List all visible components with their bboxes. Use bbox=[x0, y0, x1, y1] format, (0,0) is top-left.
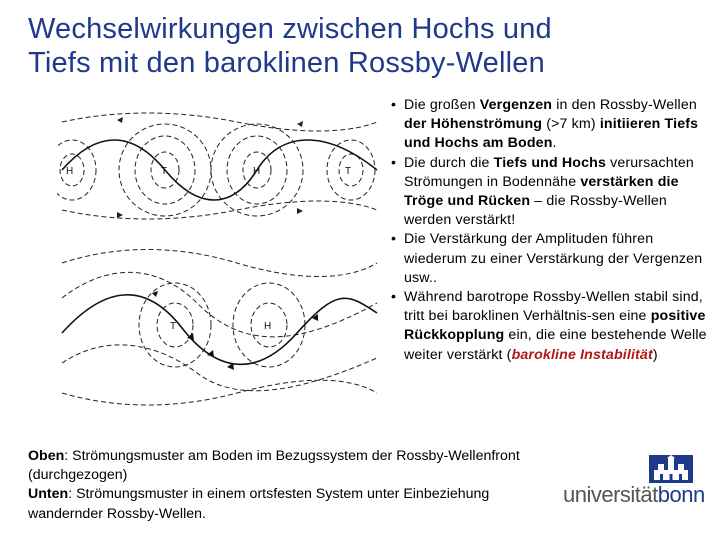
bullet-text: ) bbox=[652, 346, 658, 363]
bullet-text: barokline Instabilität bbox=[511, 346, 653, 363]
bullet-text: Die Verstärkung der Amplituden führen wiederum zu einer Verstärkung der Vergenzen usw.. bbox=[404, 231, 703, 286]
bullet-text: Vergenzen bbox=[479, 97, 553, 113]
bullet-text: in den Rossby-Wellen bbox=[552, 97, 697, 113]
bullet-list bbox=[389, 96, 715, 365]
bullet-item bbox=[389, 96, 715, 154]
bullet-text: verursachten Strömungen in Bodennähe bbox=[404, 154, 694, 190]
bullet-text: der Höhenströmung bbox=[404, 116, 543, 133]
bullet-text: Während barotrope Rossby-Wellen stabil sind, tritt bei baroklinen Verhältnis-sen eine bbox=[404, 289, 703, 325]
label-h-2: H bbox=[253, 166, 261, 177]
bullet-item bbox=[389, 154, 715, 231]
surface-flow-figure bbox=[57, 100, 380, 232]
bullet-text: – die Rossby-Wellen werden verstärkt! bbox=[404, 193, 667, 229]
bullet-text: initiieren Tiefs und Hochs am Boden bbox=[404, 116, 699, 152]
slide-title bbox=[28, 12, 688, 80]
bullet-text: ein, die eine bestehende Welle weiter verstärkt ( bbox=[404, 327, 707, 363]
bullet-text: Die großen bbox=[404, 97, 480, 113]
figure-caption bbox=[28, 447, 568, 524]
label-h-1: H bbox=[66, 166, 74, 177]
university-logo bbox=[563, 452, 705, 514]
caption-text-top: : Strömungsmuster am Boden im Bezugssystem der Rossby-Wellenfront (durchgezogen) bbox=[28, 448, 520, 484]
bullet-text: (>7 km) bbox=[542, 116, 600, 133]
caption-label-top: Oben bbox=[28, 448, 65, 464]
fixed-system-flow-figure bbox=[57, 243, 380, 411]
logo-text-universitaet: universität bbox=[563, 482, 658, 507]
label-t-2: T bbox=[345, 166, 352, 177]
bullet-text: . bbox=[552, 135, 557, 152]
bullet-item bbox=[389, 288, 715, 365]
bullet-item bbox=[389, 230, 715, 288]
bullet-text: positive Rückkopplung bbox=[404, 308, 706, 344]
caption-label-bottom: Unten bbox=[28, 486, 69, 503]
slide-title-line2: Tiefs mit den baroklinen Rossby-Wellen bbox=[28, 47, 545, 79]
slide-title-line1: Wechselwirkungen zwischen Hochs und bbox=[28, 13, 552, 45]
caption-text-bottom: : Strömungsmuster in einem ortsfesten System unter Einbeziehung wandernder Rossby-Wellen. bbox=[28, 486, 490, 522]
logo-text-bonn: bonn bbox=[657, 482, 705, 507]
bullet-text: verstärken die Tröge und Rücken bbox=[404, 173, 679, 210]
label-t-1: T bbox=[161, 166, 168, 177]
label-h-bottom: H bbox=[264, 321, 272, 332]
bullet-text: Tiefs und Hochs bbox=[493, 154, 606, 171]
seal-icon bbox=[648, 454, 694, 484]
label-t-bottom: T bbox=[170, 321, 177, 332]
bullet-text: Die durch die bbox=[404, 154, 494, 171]
